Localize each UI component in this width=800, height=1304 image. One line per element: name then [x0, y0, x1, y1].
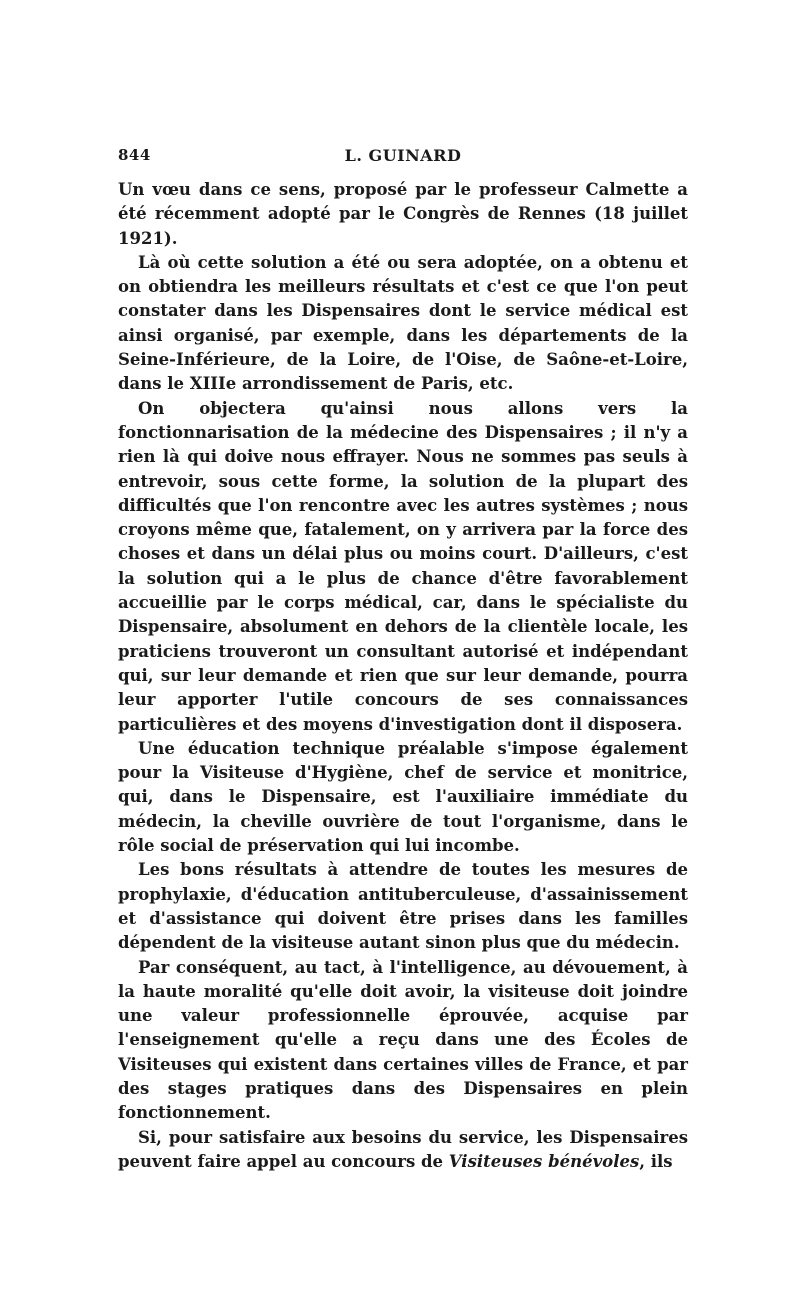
running-head — [118, 140, 688, 170]
paragraph-7-text-before: Si, pour satisfaire aux besoins du service, les Dispensaires peuvent faire appel au concours de — [118, 1127, 688, 1171]
paragraph-7-italic-phrase: Visiteuses bénévoles — [448, 1151, 640, 1171]
paragraph-1: Un vœu dans ce sens, proposé par le professeur Calmette a été récemment adopté par le Congrès de Rennes (18 juillet 1921). — [118, 180, 688, 248]
page-number: 844 — [118, 146, 151, 164]
paragraph-5: Les bons résultats à attendre de toutes les mesures de prophylaxie, d'éducation antituberculeuse, d'assainissement et d'assistance qui doivent être prises dans les familles dépendent de la visiteuse autant sinon plus que du médecin. — [118, 860, 688, 953]
paragraph-3: On objectera qu'ainsi nous allons vers la fonctionnarisation de la médecine des Dispensaires ; il n'y a rien là qui doive nous effrayer. Nous ne sommes pas seuls à entrevoir, sous cette forme, la solution de la plupart des difficultés que l'on rencontre avec les autres systèmes ; nous croyons même que, fatalement, on y arrivera par la force des choses et dans un délai plus ou moins court. D'ailleurs, c'est la solution qui a le plus de chance d'être favorablement accueillie par le corps médical, car, dans le spécialiste du Dispensaire, absolument en dehors de la clientèle locale, les praticiens trouveront un consultant autorisé et indépendant qui, sur leur demande et rien que sur leur demande, pourra leur apporter l'utile concours de ses connaissances particulières et des moyens d'investigation dont il disposera. — [118, 398, 688, 734]
paragraph-2: Là où cette solution a été ou sera adoptée, on a obtenu et on obtiendra les meilleurs résultats et c'est ce que l'on peut constater dans les Dispensaires dont le service médical est ainsi organisé, par exemple, dans les départements de la Seine-Inférieure, de la Loire, de l'Oise, de Saône-et-Loire, dans le XIIIe arrondissement de Paris, etc. — [118, 252, 688, 394]
body-text — [118, 178, 688, 1174]
paragraph-4: Une éducation technique préalable s'impose également pour la Visiteuse d'Hygiène, chef de service et monitrice, qui, dans le Dispensaire, est l'auxiliaire immédiate du médecin, la cheville ouvrière de tout l'organisme, dans le rôle social de préservation qui lui incombe. — [118, 738, 688, 856]
paragraph-7-text-after: , ils — [639, 1151, 673, 1171]
paragraph-7 — [118, 1126, 688, 1175]
running-title: L. GUINARD — [344, 146, 462, 165]
paragraph-6: Par conséquent, au tact, à l'intelligence, au dévouement, à la haute moralité qu'elle doit avoir, la visiteuse doit joindre une valeur professionnelle éprouvée, acquise par l'enseignement qu'elle a reçu dans une des Écoles de Visiteuses qui existent dans certaines villes de France, et par des stages pratiques dans des Dispensaires en plein fonctionnement. — [118, 957, 688, 1123]
book-page — [118, 140, 688, 1174]
